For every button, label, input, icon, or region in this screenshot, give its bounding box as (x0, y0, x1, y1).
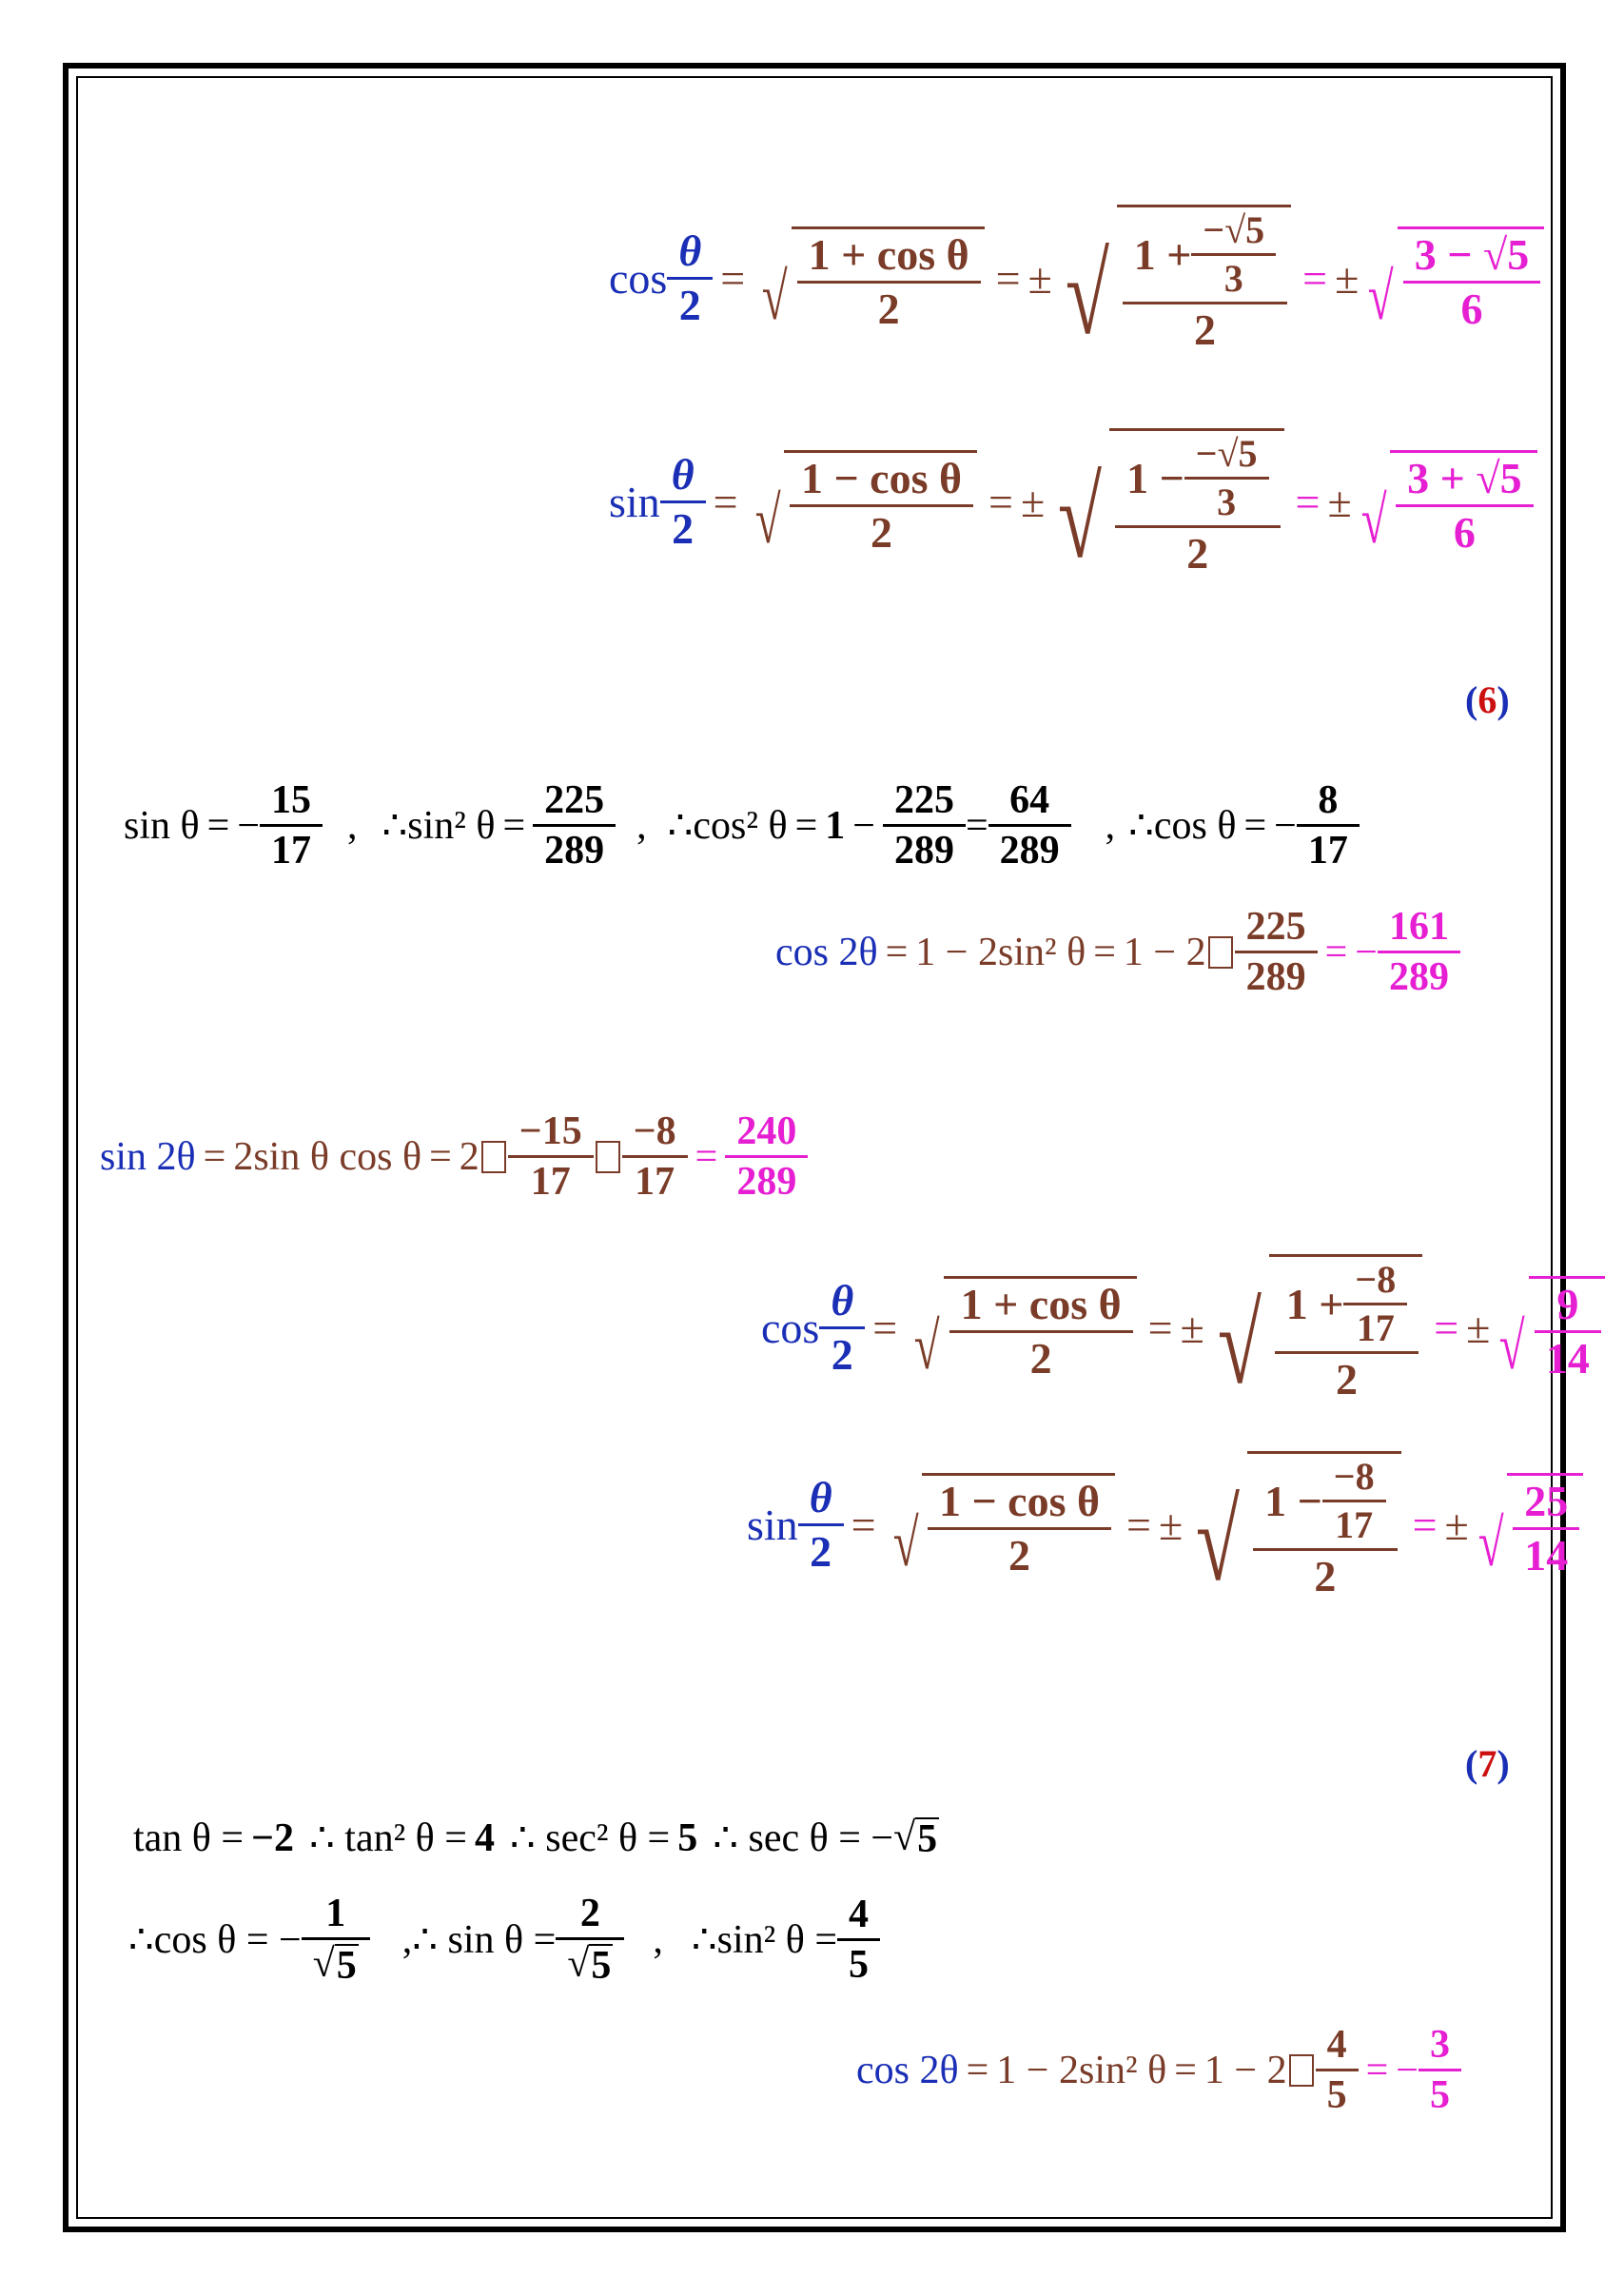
frac-den: 5 (1419, 2069, 1461, 2115)
frac-den: 2 (819, 1326, 865, 1377)
frac-num: θ (831, 1276, 854, 1325)
frac-den: √ 5 (302, 1937, 370, 1986)
problem6-sin2theta (100, 1111, 808, 1202)
paren-close: ) (1497, 1742, 1510, 1785)
frac-225-289 (1241, 907, 1312, 997)
plus-minus: ± (1466, 1303, 1491, 1352)
frac-64-289 (994, 780, 1066, 871)
frac-3-5 (1424, 2025, 1456, 2115)
sin2theta-lhs: sin 2θ (100, 1134, 196, 1179)
frac-4-5 (1321, 2025, 1353, 2115)
frac-den: 17 (260, 824, 323, 871)
minus: − (1274, 803, 1297, 848)
frac-num (1281, 1258, 1414, 1351)
frac-225-289 (538, 780, 610, 871)
frac-num: 64 (1009, 778, 1050, 822)
plus-minus: ± (1027, 253, 1052, 303)
frac-num: 3 − √5 (1414, 229, 1530, 279)
frac-num: 1 + cos θ (960, 1279, 1122, 1328)
frac-den: 17 (1322, 1500, 1386, 1544)
equals-sign: = (720, 253, 746, 303)
sin-squared: ∴sin² θ (382, 803, 496, 848)
equals-sign: = (713, 477, 738, 526)
sin-half-lhs-fn: sin (609, 477, 660, 526)
sin-squared: ∴sin² θ = (691, 1917, 838, 1962)
radical-sign: √ (1360, 483, 1387, 558)
step1-frac (795, 453, 968, 557)
frac-den: 2 (797, 281, 981, 331)
frac-num: 4 (849, 1893, 870, 1936)
radical-sign: √ (1368, 260, 1395, 334)
frac-den: 2 (660, 500, 706, 551)
radical-sign: √ (1477, 1506, 1504, 1580)
cos2theta-lhs: cos 2θ (775, 930, 878, 974)
sin-theta: sin θ (124, 803, 200, 848)
inner-left: 1 − (1264, 1476, 1322, 1525)
frac-den: 2 (1275, 1351, 1419, 1402)
equals-sign: = (1243, 803, 1267, 848)
frac-num: −√5 (1203, 208, 1265, 251)
frac-den: 289 (1378, 951, 1460, 997)
problem6-sin-half-equation (747, 1451, 1587, 1604)
frac-num: 1 − cos θ (800, 453, 962, 502)
equals-sign: = (872, 1303, 898, 1352)
inner-frac (1190, 432, 1263, 523)
frac-num (1121, 432, 1274, 525)
minus: − (237, 803, 261, 848)
inner-left: 1 + (1285, 1279, 1344, 1328)
inner-left: 1 − (1126, 453, 1184, 502)
frac-15-17 (265, 780, 317, 871)
frac-den: 6 (1396, 504, 1533, 555)
frac-den: 289 (725, 1155, 808, 1202)
step1: 2sin θ cos θ (233, 1134, 422, 1179)
problem7-line2 (128, 1894, 880, 1986)
equals-sign: = (1147, 1303, 1173, 1352)
step2-outer-frac (1259, 1455, 1392, 1600)
result-frac (1540, 1279, 1595, 1383)
frac-den: 289 (1235, 951, 1318, 997)
equals-sign: = (502, 803, 526, 848)
placeholder-box (1289, 2054, 1314, 2087)
sqrt-step2 (1056, 205, 1291, 358)
radical-sign: √ (1499, 1309, 1526, 1383)
step2-outer-frac (1121, 432, 1274, 578)
frac-den: 17 (508, 1155, 594, 1202)
plus-minus: ± (1327, 477, 1352, 526)
frac-225-289 (889, 780, 960, 871)
frac-num: 4 (1326, 2023, 1347, 2067)
equals-sign: = (1302, 253, 1328, 303)
radical-sign: √ (754, 483, 781, 558)
problem6-line1 (124, 780, 1360, 871)
frac-num: θ (809, 1473, 832, 1521)
cos-theta: ∴cos θ (1128, 803, 1237, 848)
problem-number-7 (1465, 1741, 1510, 1786)
frac-den: 17 (1297, 824, 1360, 871)
comma: , (653, 1917, 663, 1962)
placeholder-box (596, 1141, 620, 1173)
frac-num: −8 (633, 1109, 676, 1153)
frac-den: 289 (883, 824, 966, 871)
frac-den: 2 (1123, 302, 1287, 352)
result-frac (1401, 453, 1527, 557)
radical-sign: √ (1058, 455, 1103, 581)
inner-frac (1349, 1258, 1401, 1349)
problem-number-6 (1465, 677, 1510, 722)
frac-den: 2 (667, 277, 713, 327)
plus-minus: ± (1444, 1500, 1469, 1549)
frac-den: 3 (1191, 253, 1276, 298)
frac-1-sqrt5 (307, 1894, 364, 1986)
radical-sign: √ (1217, 1281, 1262, 1407)
frac-den: 2 (949, 1330, 1133, 1381)
frac-den: 2 (790, 504, 973, 555)
tan-squared-value: 4 (475, 1816, 495, 1860)
equals-sign: = (1324, 930, 1348, 974)
frac-den: 2 (1115, 525, 1280, 576)
frac-num: 3 + √5 (1407, 453, 1522, 502)
equals-sign: = (885, 930, 909, 974)
comma: , (1105, 803, 1116, 848)
equals-sign: = (1174, 2048, 1197, 2092)
cos-squared: ∴cos² θ (667, 803, 788, 848)
placeholder-box (1208, 936, 1233, 969)
plus-minus: ± (1020, 477, 1046, 526)
paren-close: ) (1497, 678, 1510, 721)
result-frac (1518, 1476, 1574, 1580)
frac-num: 225 (544, 778, 605, 822)
frac-neg8-17 (628, 1111, 682, 1202)
step2-outer-frac (1281, 1258, 1414, 1403)
problem6-cos-half-equation (761, 1254, 1609, 1407)
sqrt-5: √ 5 (893, 1815, 938, 1861)
sin-theta: ,∴ sin θ = (401, 1917, 557, 1962)
sqrt-step1 (750, 450, 977, 558)
sec-squared: ∴ sec² θ = (510, 1816, 671, 1860)
equals-sign: = (851, 1500, 876, 1549)
sqrt-step1 (756, 226, 984, 334)
frac-den: 289 (533, 824, 616, 871)
cos-half-lhs-fn: cos (609, 253, 668, 303)
frac-num: 15 (271, 778, 312, 822)
frac-den: 17 (1343, 1303, 1407, 1347)
problem-number: 6 (1477, 678, 1497, 721)
frac-num: θ (678, 226, 702, 275)
step2-outer-frac (1128, 208, 1282, 354)
frac-den: 2 (798, 1523, 844, 1574)
equals-sign: = (1295, 477, 1321, 526)
radical-sign: √ (892, 1506, 919, 1580)
equals-sign: = (995, 253, 1021, 303)
sin-half-lhs-fn: sin (747, 1500, 798, 1549)
equals-sign: = (1126, 1500, 1151, 1549)
placeholder-box (481, 1141, 506, 1173)
step1: 1 − 2sin² θ (996, 2048, 1167, 2092)
frac-num: 9 (1556, 1279, 1579, 1328)
one: 1 (825, 803, 846, 848)
frac-den: 5 (837, 1938, 880, 1985)
step1: 1 − 2sin² θ (915, 930, 1086, 974)
frac-num: θ (671, 450, 695, 499)
equals-sign: = (203, 1134, 226, 1179)
frac-num: 225 (893, 778, 954, 822)
equals-sign: = (794, 803, 818, 848)
sqrt-result (1494, 1276, 1604, 1381)
frac-num: 1 − cos θ (938, 1476, 1100, 1525)
frac-240-289 (731, 1111, 802, 1202)
frac-num: 8 (1318, 778, 1339, 822)
sec-theta: ∴ sec θ = − (713, 1816, 894, 1860)
step1-frac (955, 1279, 1127, 1383)
frac-num (1259, 1455, 1392, 1548)
frac-den: 14 (1535, 1330, 1601, 1381)
sin-half-lhs-frac (666, 450, 700, 553)
tan-theta: tan θ = (133, 1816, 245, 1860)
plus-minus: ± (1180, 1303, 1204, 1352)
cos2theta-lhs: cos 2θ (856, 2048, 959, 2092)
problem7-line1 (133, 1817, 939, 1859)
frac-num: −√5 (1195, 432, 1258, 475)
equals-sign: = (1412, 1500, 1438, 1549)
equals-sign: = (965, 803, 988, 848)
minus: − (852, 803, 875, 848)
frac-den: 2 (1253, 1548, 1398, 1599)
equals-sign: = (429, 1134, 452, 1179)
frac-den: 3 (1184, 477, 1269, 521)
sqrt-result (1362, 226, 1544, 334)
frac-num: −15 (519, 1109, 582, 1153)
frac-num: 25 (1524, 1476, 1569, 1525)
frac-den: 17 (622, 1155, 688, 1202)
frac-num: −8 (1333, 1455, 1375, 1498)
paren-open: ( (1465, 1742, 1478, 1785)
comma: , (347, 803, 358, 848)
frac-num (1128, 208, 1282, 302)
problem6-cos2theta (775, 907, 1460, 997)
plus-minus: ± (1335, 253, 1360, 303)
equals-sign: = (206, 803, 230, 848)
comma: , (636, 803, 647, 848)
frac-161-289 (1383, 907, 1455, 997)
step2: 1 − 2 (1123, 930, 1206, 974)
inner-left: 1 + (1133, 229, 1192, 279)
sqrt-step2 (1048, 428, 1283, 581)
equals-sign: = (1365, 2048, 1389, 2092)
frac-den: 14 (1513, 1527, 1579, 1578)
equals-sign: = (966, 2048, 989, 2092)
frac-num: 1 + cos θ (808, 229, 969, 279)
frac-num: 240 (736, 1109, 797, 1153)
frac-num: −8 (1355, 1258, 1397, 1301)
radical-sign: √ (913, 1309, 940, 1383)
inner-frac (1197, 208, 1270, 300)
frac-4-5 (843, 1894, 874, 1985)
sqrt-value: 5 (591, 1944, 612, 1988)
sec-squared-value: 5 (677, 1816, 698, 1860)
step2: 1 − 2 (1203, 2048, 1287, 2092)
frac-num: 161 (1388, 905, 1449, 949)
problem7-cos2theta (856, 2025, 1461, 2115)
plus-minus: ± (1158, 1500, 1184, 1549)
frac-den: 6 (1403, 281, 1540, 331)
sin-half-lhs-frac (804, 1473, 838, 1576)
frac-den: 5 (1316, 2069, 1359, 2115)
sqrt-step1 (909, 1276, 1136, 1381)
frac-2-sqrt5 (561, 1894, 618, 1986)
sqrt-value: 5 (336, 1944, 357, 1988)
radical-sign: √ (761, 260, 788, 334)
sqrt-result (1356, 450, 1537, 558)
block1-cos-half-equation (609, 205, 1548, 358)
inner-frac (1328, 1455, 1380, 1546)
equals-sign: = (695, 1134, 718, 1179)
step2: 2 (459, 1134, 479, 1179)
frac-num: 2 (579, 1892, 600, 1935)
minus: − (1355, 930, 1378, 974)
result-frac (1409, 229, 1535, 333)
tan-squared: ∴ tan² θ = (309, 1816, 467, 1860)
equals-sign: = (1093, 930, 1116, 974)
radical-sign: √ (1196, 1478, 1241, 1604)
cos-half-lhs-fn: cos (761, 1303, 820, 1352)
sqrt-result (1473, 1473, 1583, 1578)
radical-sign: √ (1065, 231, 1109, 358)
step1-frac (933, 1476, 1105, 1580)
frac-8-17 (1302, 780, 1354, 871)
frac-num: 1 (325, 1892, 346, 1935)
block1-sin-half-equation (609, 428, 1541, 581)
frac-num: 225 (1245, 905, 1306, 949)
step1-frac (803, 229, 975, 333)
sqrt-step1 (888, 1473, 1115, 1578)
sqrt-step2 (1186, 1451, 1400, 1604)
frac-den: 289 (988, 824, 1071, 871)
minus: − (1396, 2048, 1419, 2092)
tan-value: −2 (251, 1816, 295, 1860)
sqrt-value: 5 (917, 1817, 938, 1861)
frac-neg15-17 (514, 1111, 588, 1202)
cos-theta: ∴cos θ = − (128, 1917, 302, 1962)
equals-sign: = (1434, 1303, 1459, 1352)
problem-number: 7 (1477, 1742, 1497, 1785)
equals-sign: = (988, 477, 1013, 526)
frac-den: √ 5 (556, 1937, 624, 1986)
paren-open: ( (1465, 678, 1478, 721)
cos-half-lhs-frac (673, 226, 707, 329)
cos-half-lhs-frac (825, 1276, 859, 1379)
frac-num: 3 (1429, 2023, 1450, 2067)
sqrt-step2 (1208, 1254, 1422, 1407)
frac-den: 2 (928, 1527, 1111, 1578)
